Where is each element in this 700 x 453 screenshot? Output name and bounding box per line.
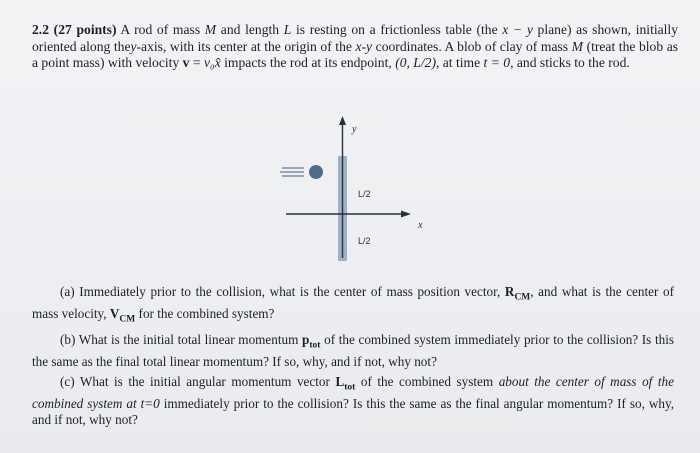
part-c-text-2: of the combined system: [360, 374, 494, 390]
symbol-mass: M: [204, 22, 217, 37]
symbol-t0: t = 0: [483, 55, 511, 70]
intro-text-k: , and sticks to the rod.: [510, 55, 630, 70]
problem-points: (27 points): [53, 22, 117, 37]
rod-diagram: [270, 110, 440, 270]
symbol-v0-xhat: v₀x̂: [203, 55, 221, 70]
part-b: [32, 332, 674, 370]
intro-text-c: is resting on a frictionless table (the: [295, 22, 498, 37]
part-a-text-3: for the combined system?: [138, 305, 275, 321]
vector-r-symbol: R: [504, 284, 515, 299]
vector-l-subscript: tot: [344, 382, 356, 393]
intro-text-g: (treat the blob as a point mass) with velocity: [32, 38, 679, 70]
symbol-y: y: [130, 38, 137, 54]
part-a-text-2: , and what is the center of mass velocity,: [32, 284, 675, 321]
motion-lines: [280, 168, 304, 176]
part-a-text-1: (a) Immediately prior to the collision, what is the center of mass position vector,: [60, 284, 501, 299]
vector-p-symbol: p: [302, 331, 310, 347]
intro-text-d: plane) as shown, initially oriented along the: [32, 22, 679, 54]
vector-v-cm: [109, 305, 136, 325]
problem-statement: [32, 22, 678, 72]
vector-l-symbol: L: [335, 374, 345, 390]
vector-l-tot: [335, 374, 356, 393]
upper-half-label: L/2: [358, 189, 371, 199]
part-a: [32, 284, 674, 328]
part-c-text-3: immediately prior to the collision? Is this the same as the final angular momentum? If so, why, and if not, why not?: [32, 396, 675, 428]
symbol-mass-2: M: [571, 38, 583, 54]
lower-half-label: L/2: [358, 236, 371, 246]
symbol-xy: x-y: [355, 38, 373, 54]
intro-text-a: A rod of mass: [120, 22, 201, 37]
symbol-velocity: v: [182, 55, 190, 70]
intro-text-b: and length: [220, 22, 280, 37]
vector-p-subscript: tot: [309, 340, 321, 351]
x-axis-label: x: [418, 220, 423, 231]
vector-p-tot: [302, 331, 321, 351]
part-c: [32, 374, 674, 429]
part-c-text-1: (c) What is the initial angular momentum vector: [60, 374, 330, 390]
part-b-text-1: (b) What is the initial total linear momentum: [60, 331, 299, 347]
symbol-endpoint: (0, L/2): [395, 55, 436, 70]
part-c-italic: about the center of mass of the combined system at t=0: [32, 374, 674, 412]
intro-text-e: -axis, with its center at the origin of the: [136, 38, 352, 54]
part-b-text-2: of the combined system immediately prior to the collision? Is this the same as the final total linear momentum? If so, why, and if not, why not?: [32, 331, 674, 369]
y-axis-label: y: [352, 124, 357, 135]
vector-r-subscript: CM: [514, 292, 531, 303]
symbol-length: L: [283, 22, 292, 37]
y-axis-arrow-icon: [339, 116, 346, 125]
intro-text-i: impacts the rod at its endpoint,: [224, 55, 392, 70]
vector-v-symbol: V: [109, 305, 120, 321]
vector-r-cm: [504, 284, 531, 303]
x-axis-arrow-icon: [401, 211, 411, 218]
question-parts: [32, 284, 674, 433]
intro-text-j: , at time: [435, 55, 481, 70]
clay-blob: [309, 165, 323, 179]
problem-number: 2.2: [32, 22, 49, 37]
symbol-xy-plane: x − y: [502, 22, 533, 37]
intro-text-f: coordinates. A blob of clay of mass: [375, 38, 569, 54]
vector-v-subscript: CM: [119, 314, 136, 325]
intro-text-h: =: [192, 55, 201, 70]
